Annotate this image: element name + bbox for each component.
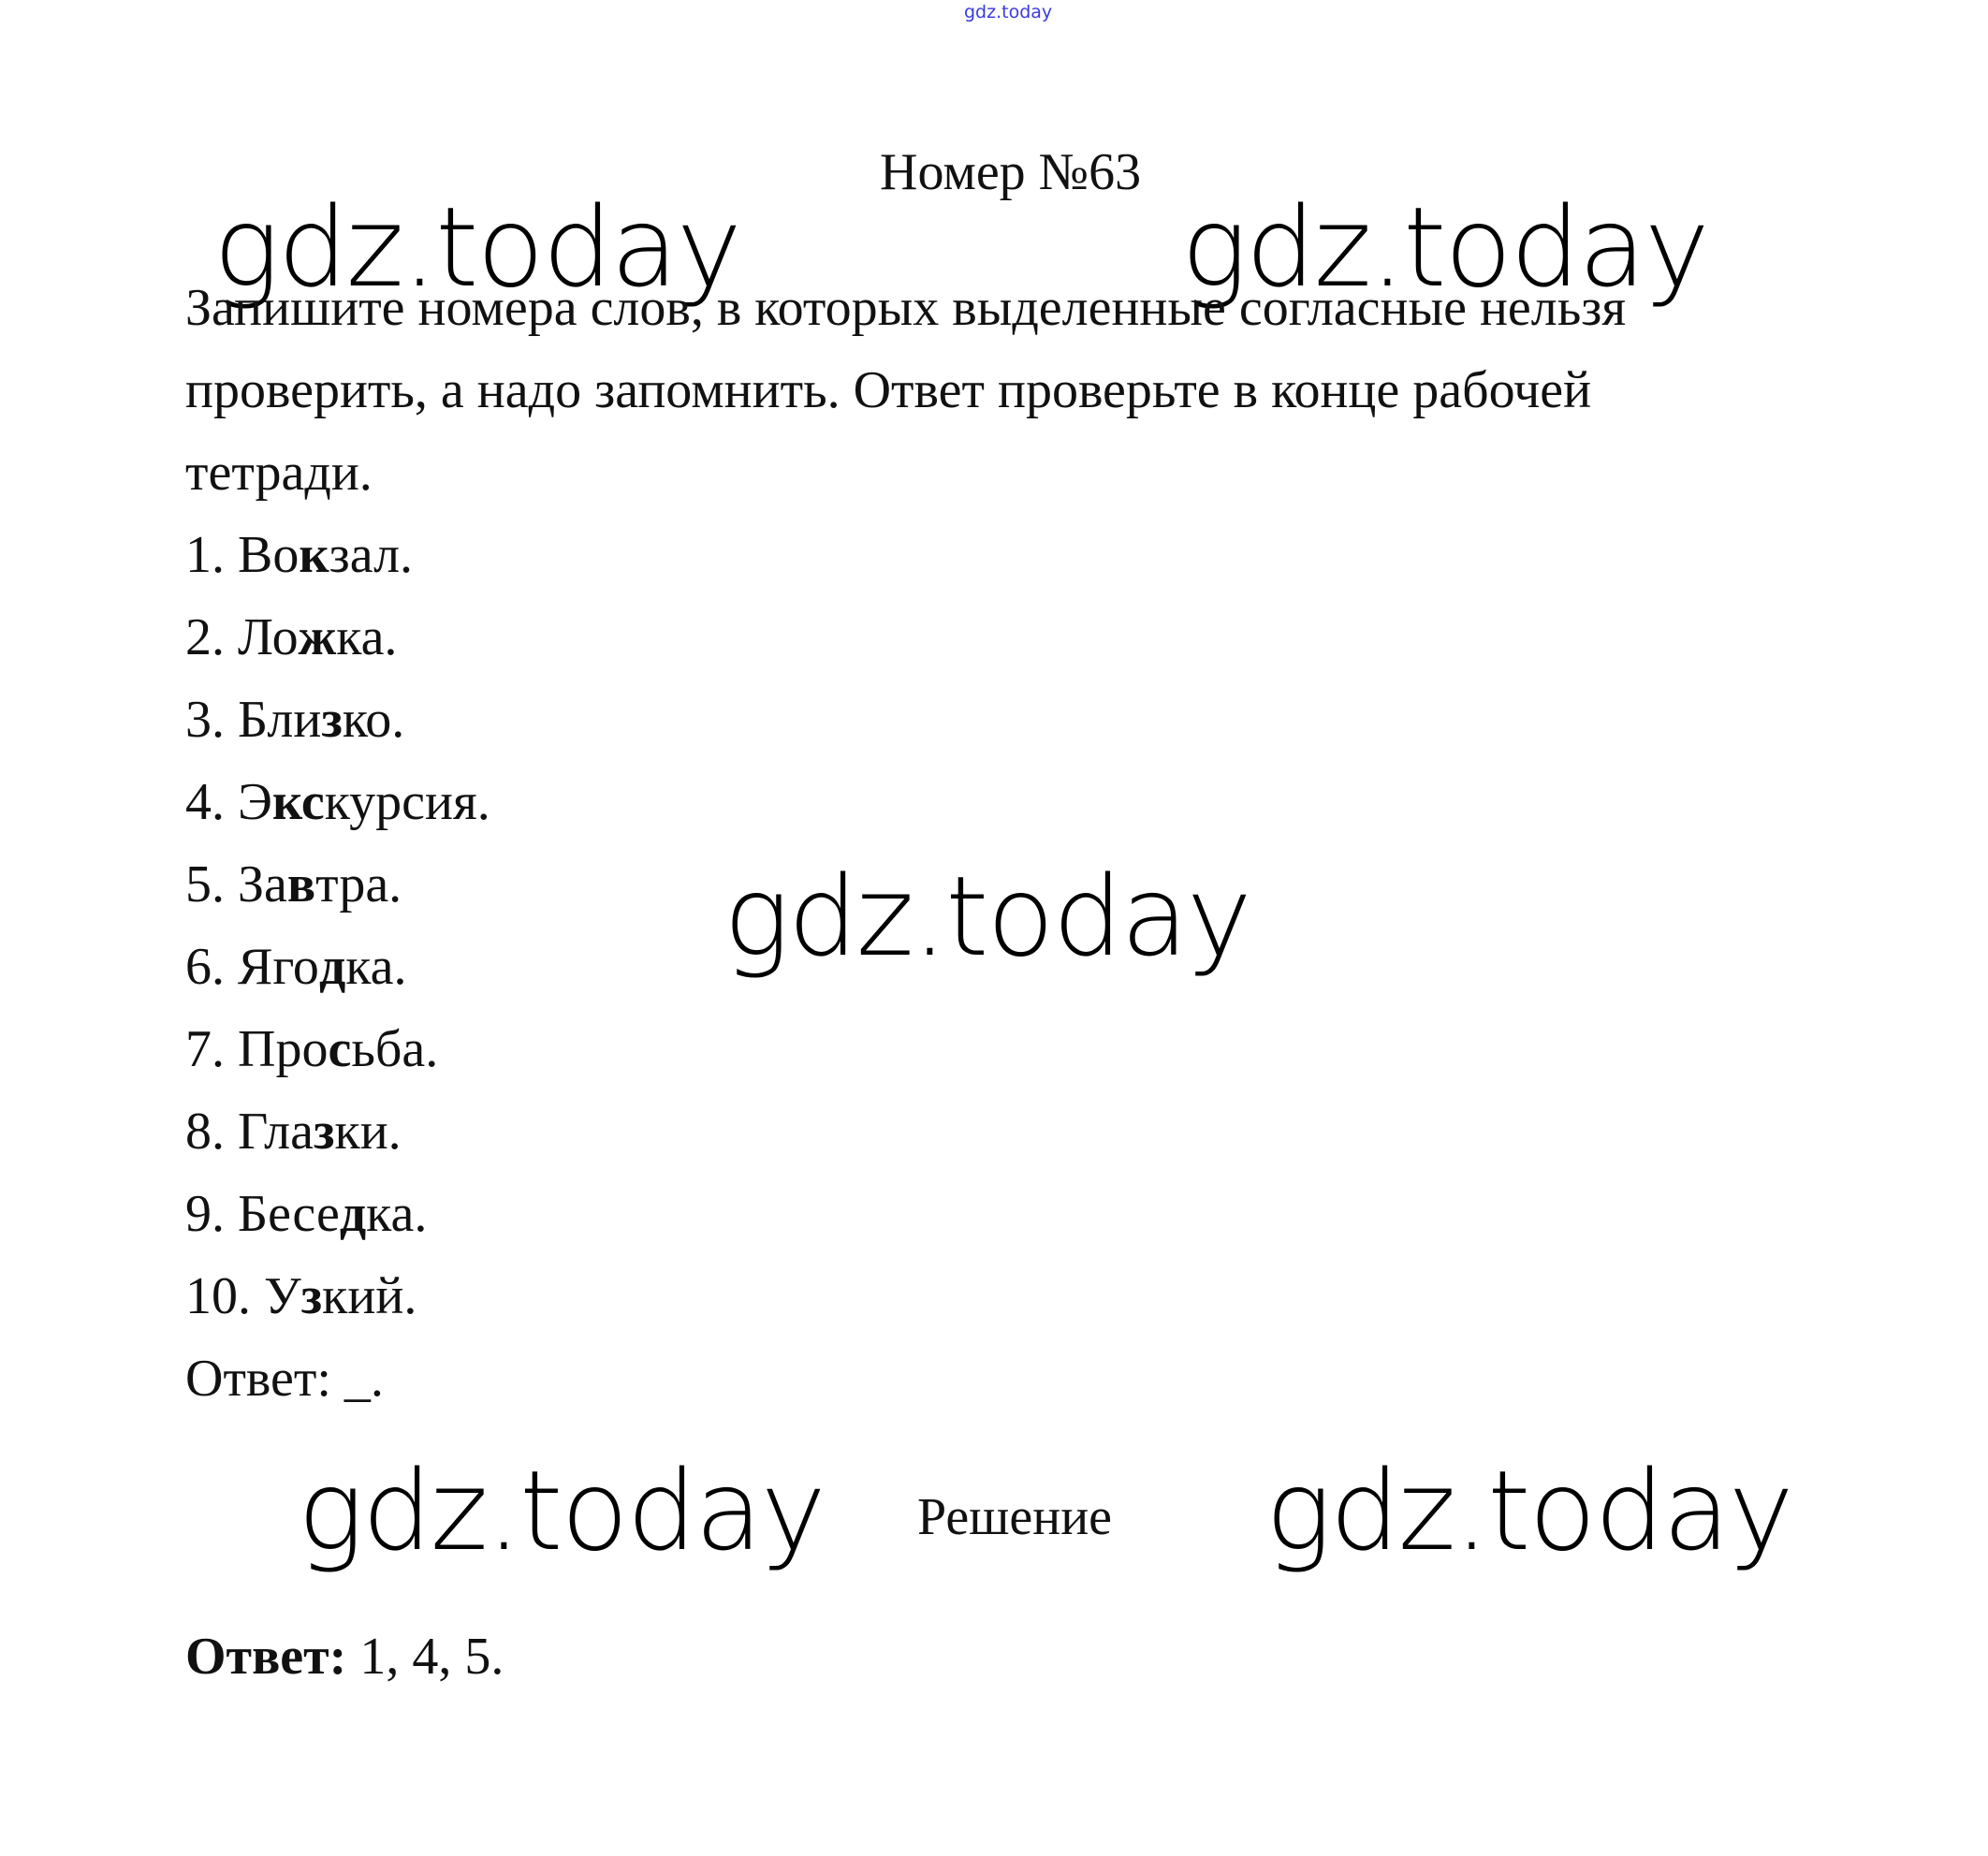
list-item-pre: Э: [238, 773, 272, 831]
list-item-pre: Гла: [238, 1103, 314, 1161]
task-text: [185, 267, 1626, 514]
list-item-post: ка.: [366, 1185, 428, 1243]
list-item-post: ка.: [345, 938, 407, 996]
list-item-pre: Бли: [238, 691, 322, 749]
task-line: проверить, а надо запомнить. Ответ проверьте в конце рабочей: [185, 361, 1592, 419]
word-list: [185, 514, 490, 1337]
list-item-pre: У: [264, 1267, 301, 1325]
list-item-num: 9.: [185, 1185, 225, 1243]
list-item-pre: За: [238, 855, 287, 913]
list-item-bold: д: [339, 1185, 367, 1243]
list-item: [185, 926, 490, 1008]
list-item-num: 2.: [185, 608, 225, 666]
list-item-pre: Бесе: [238, 1185, 340, 1243]
list-item-bold: кс: [271, 773, 325, 831]
list-item-post: ьба.: [351, 1020, 439, 1078]
list-item-bold: з: [300, 1267, 323, 1325]
watermark: gdz.today: [1181, 183, 1708, 312]
list-item-post: курсия.: [324, 773, 490, 831]
answer: [185, 1615, 504, 1698]
list-item-post: ко.: [342, 691, 405, 749]
list-item-bold: в: [286, 855, 316, 913]
list-item-pre: Яго: [238, 938, 319, 996]
list-item-num: 3.: [185, 691, 225, 749]
page-title: Номер №63: [880, 143, 1142, 201]
answer-value: 1, 4, 5.: [359, 1628, 504, 1686]
answer-blank: Ответ: _.: [185, 1350, 384, 1408]
list-item-bold: с: [328, 1020, 352, 1078]
list-item-num: 5.: [185, 855, 225, 913]
list-item-num: 10.: [185, 1267, 251, 1325]
list-item-bold: к: [299, 526, 329, 584]
list-item-post: тра.: [315, 855, 402, 913]
list-item-bold: з: [313, 1103, 335, 1161]
list-item-post: ка.: [336, 608, 398, 666]
watermark: gdz.today: [298, 1446, 825, 1575]
list-item: [185, 1173, 490, 1255]
list-item-pre: Ло: [238, 608, 299, 666]
list-item: [185, 596, 490, 679]
answer-label: Ответ:: [185, 1628, 347, 1686]
list-item-post: кий.: [322, 1267, 417, 1325]
list-item: [185, 1090, 490, 1173]
list-item-num: 4.: [185, 773, 225, 831]
list-item-bold: з: [321, 691, 343, 749]
list-item-num: 6.: [185, 938, 225, 996]
list-item: [185, 843, 490, 926]
watermark: gdz.today: [213, 183, 740, 312]
list-item: [185, 1255, 490, 1337]
watermark: gdz.today: [724, 852, 1250, 981]
list-item: [185, 1008, 490, 1090]
task-line: Запишите номера слов, в которых выделенные согласные нельзя: [185, 279, 1627, 337]
list-item: [185, 761, 490, 843]
list-item-num: 8.: [185, 1103, 225, 1161]
list-item: [185, 514, 490, 596]
list-item-bold: д: [318, 938, 346, 996]
task-line: тетради.: [185, 444, 373, 502]
list-item-pre: Во: [238, 526, 300, 584]
solution-heading: Решение: [917, 1488, 1113, 1546]
list-item-post: зал.: [329, 526, 414, 584]
list-item: [185, 679, 490, 761]
watermark: gdz.today: [1265, 1446, 1792, 1575]
list-item-bold: ж: [298, 608, 337, 666]
list-item-num: 7.: [185, 1020, 225, 1078]
list-item-num: 1.: [185, 526, 225, 584]
top-watermark: gdz.today: [964, 2, 1053, 22]
list-item-post: ки.: [334, 1103, 402, 1161]
list-item-pre: Про: [238, 1020, 329, 1078]
